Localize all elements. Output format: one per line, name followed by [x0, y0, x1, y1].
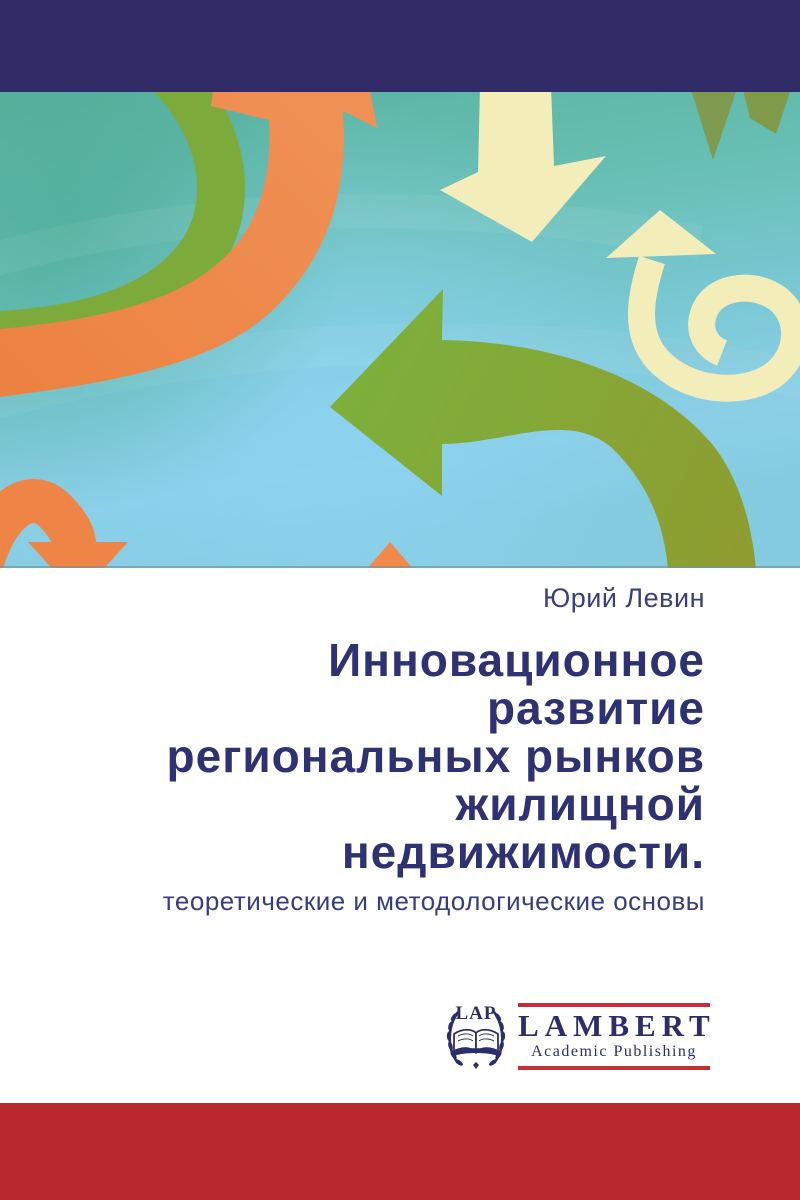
book-title: [15, 636, 705, 876]
publisher-tagline: Academic Publishing: [531, 1042, 697, 1060]
bottom-banner: [0, 1103, 800, 1200]
title-line: недвижимости.: [341, 826, 705, 878]
logo-top-rule: [518, 1003, 710, 1007]
title-line: Инновационное: [328, 634, 705, 686]
publisher-name: LAMBERT: [518, 1007, 716, 1043]
book-subtitle: теоретические и методологические основы: [162, 886, 705, 916]
title-line: развитие: [486, 682, 705, 734]
artwork-bottom-edge: [0, 566, 800, 568]
title-line: жилищной: [455, 778, 705, 830]
author-name: Юрий Левин: [542, 583, 705, 613]
publisher-logo: [441, 999, 716, 1073]
lap-monogram: LAP: [455, 1003, 497, 1024]
title-line: региональных рынков: [166, 730, 705, 782]
top-banner: [0, 0, 800, 92]
publisher-wordmark: [518, 1003, 716, 1070]
cover-artwork: [0, 92, 800, 568]
logo-bottom-rule: [518, 1066, 710, 1070]
open-book-icon: [451, 1030, 501, 1056]
lap-wreath-logo: [441, 999, 511, 1073]
